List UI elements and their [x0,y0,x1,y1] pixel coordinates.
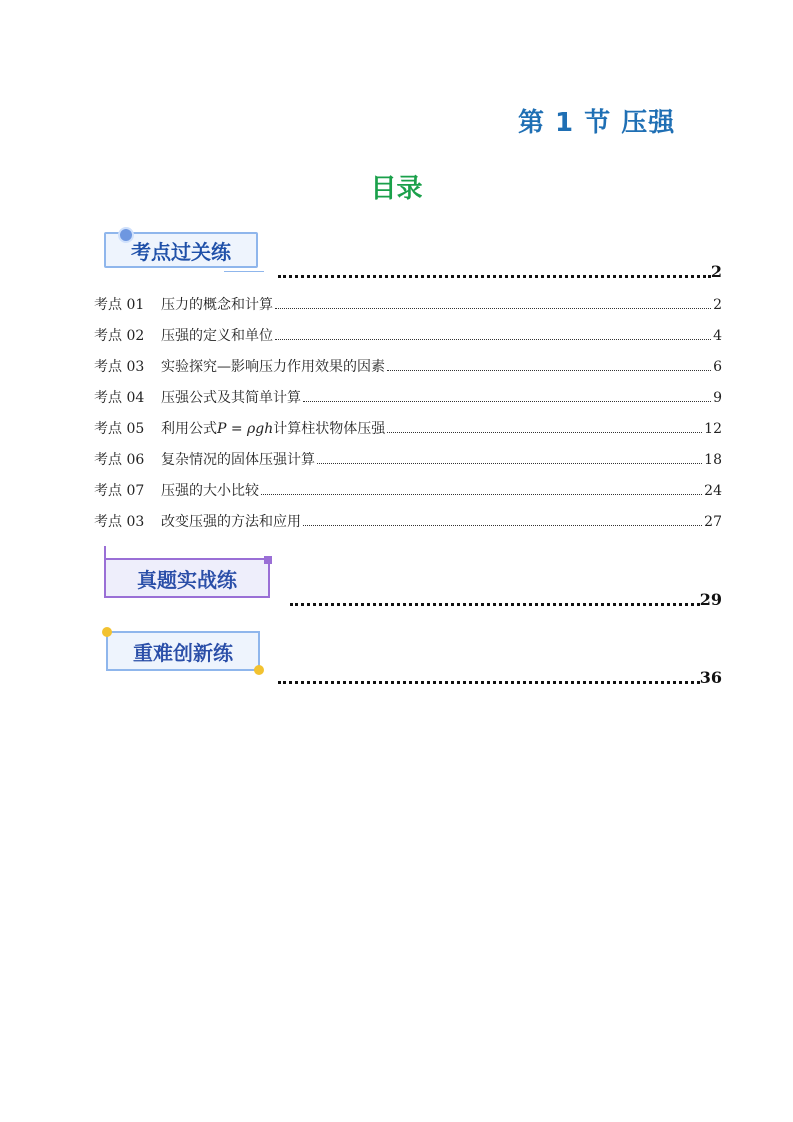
toc-entry[interactable] [94,511,722,531]
entry-code: 考点 05 [94,421,145,437]
entry-page: 12 [704,421,722,437]
entry-label [161,418,385,438]
dot-leader [290,602,700,606]
entry-page: 6 [713,359,722,375]
decor-dot-icon [254,665,264,675]
entry-page: 27 [704,514,722,530]
entry-label: 复杂情况的固体压强计算 [161,452,315,468]
document-title: 第 1 节 压强 [518,108,676,138]
entry-page: 24 [704,483,722,499]
decor-bar [104,546,106,562]
toc-section-line[interactable] [278,668,722,687]
entry-label: 压强公式及其简单计算 [161,390,301,406]
dot-leader [278,680,700,684]
entry-code: 考点 03 [94,514,145,530]
entry-label: 压强的大小比较 [161,483,259,499]
section-page-number: 36 [699,668,722,687]
toc-entry[interactable] [94,449,722,469]
section-badge-kaodian[interactable] [104,232,258,268]
entry-page: 9 [713,390,722,406]
entry-label: 压强的定义和单位 [161,328,273,344]
dot-leader [278,274,711,278]
entry-page: 2 [713,297,722,313]
dot-leader [317,463,702,464]
dot-leader [303,525,702,526]
entry-label: 改变压强的方法和应用 [161,514,301,530]
bullet-dot-icon [118,227,134,243]
dot-leader [275,308,711,309]
toc-entry[interactable] [94,418,722,438]
toc-entry[interactable] [94,387,722,407]
section-badge-zhongnan[interactable] [106,631,260,671]
entry-code: 考点 01 [94,297,145,313]
entry-label-post: 计算柱状物体压强 [273,421,386,437]
toc-section-line[interactable] [290,590,722,609]
toc-heading: 目录 [370,174,423,204]
dot-leader [303,401,711,402]
entry-label-pre: 利用公式 [161,421,217,437]
section-badge-label: 重难创新练 [133,640,233,665]
entry-code: 考点 03 [94,359,145,375]
entry-code: 考点 07 [94,483,145,499]
entry-label: 实验探究—影响压力作用效果的因素 [161,359,385,375]
decor-dot-icon [102,627,112,637]
dot-leader [387,370,711,371]
entry-page: 4 [713,328,722,344]
entry-label: 压力的概念和计算 [161,297,273,313]
decor-corner-square [264,556,272,564]
entry-code: 考点 02 [94,328,145,344]
toc-entry[interactable] [94,294,722,314]
entry-page: 18 [704,452,722,468]
dot-leader [261,494,702,495]
entry-formula: P = ρgh [217,421,274,437]
toc-section-line[interactable] [278,262,722,281]
badge-underline [224,271,264,272]
section-badge-label: 考点过关练 [131,239,231,264]
dot-leader [387,432,702,433]
entry-code: 考点 06 [94,452,145,468]
dot-leader [275,339,711,340]
toc-entry[interactable] [94,356,722,376]
entry-code: 考点 04 [94,390,145,406]
toc-entry[interactable] [94,480,722,500]
section-badge-zhenti[interactable] [104,558,270,598]
section-badge-label: 真题实战练 [137,567,237,592]
section-page-number: 29 [699,590,722,609]
section-page-number: 2 [710,262,722,281]
toc-entry[interactable] [94,325,722,345]
